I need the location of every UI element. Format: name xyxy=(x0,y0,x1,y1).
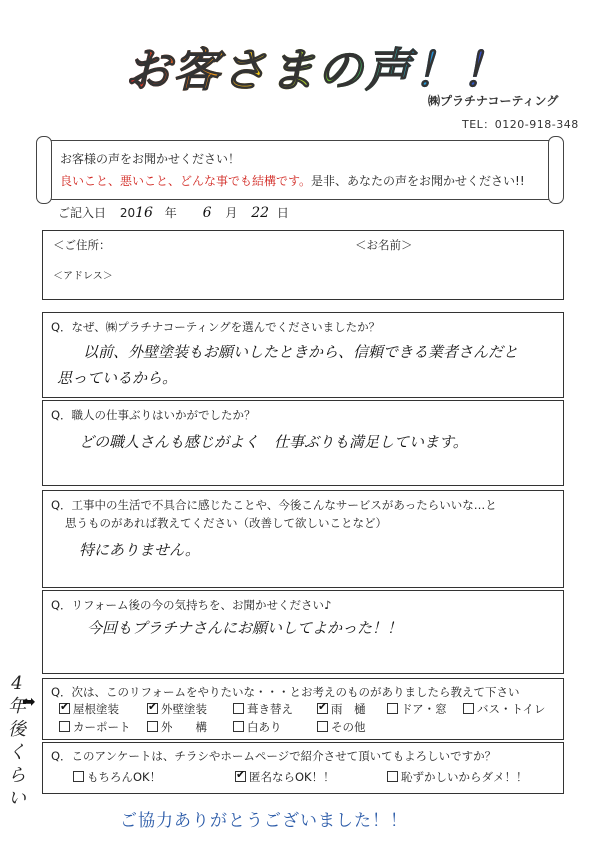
page-title: お客さまの声！！ xyxy=(125,40,545,100)
question-feelings xyxy=(42,590,564,674)
option-checkbox[interactable] xyxy=(317,719,366,735)
banner-line-2 xyxy=(60,172,525,189)
answer-line-2: 思っているから。 xyxy=(57,369,178,387)
company-name: ㈱プラチナコーティング xyxy=(428,94,559,108)
option-label: カーポート xyxy=(73,720,131,734)
option-label: 屋根塗装 xyxy=(73,702,119,716)
answer-line-1: どの職人さんも感じがよく 仕事ぶりも満足しています。 xyxy=(79,433,468,451)
option-checkbox[interactable] xyxy=(73,769,161,785)
option-checkbox[interactable] xyxy=(147,701,207,717)
side-note-text: 4年後くらい xyxy=(8,673,26,809)
date-day-value: 22 xyxy=(251,205,270,221)
question-text: Q．リフォーム後の今の気持ちを、お聞かせください♪ xyxy=(51,598,332,612)
checkbox-icon[interactable] xyxy=(233,721,244,732)
address-label: ＜ご住所： xyxy=(53,238,111,252)
thank-you-footer: ご協力ありがとうございました！！ xyxy=(120,811,408,831)
option-label: 外壁塗装 xyxy=(161,702,207,716)
checkbox-icon[interactable] xyxy=(463,703,474,714)
option-label: 恥ずかしいからダメ！！ xyxy=(401,770,528,784)
option-label: ドア・窓 xyxy=(401,702,447,716)
address-kana-label: ＜アドレス＞ xyxy=(53,271,113,282)
arrow-right-icon: ➡ xyxy=(22,692,36,711)
option-checkbox[interactable] xyxy=(387,701,447,717)
option-label: 葺き替え xyxy=(247,702,293,716)
date-year-value: 16 xyxy=(135,205,153,221)
checked-box-icon[interactable] xyxy=(317,703,328,714)
answer-line-1: 今回もプラチナさんにお願いしてよかった！！ xyxy=(87,619,403,637)
option-label: 外 構 xyxy=(161,720,207,734)
checkbox-icon[interactable] xyxy=(387,771,398,782)
entry-date xyxy=(58,204,289,221)
question-text: Q．なぜ、㈱プラチナコーティングを選んでくださいましたか？ xyxy=(51,320,381,334)
question-consent xyxy=(42,742,564,794)
question-text-line-2: 思うものがあれば教えてください（改善して欲しいことなど） xyxy=(65,516,387,530)
question-craftsman xyxy=(42,400,564,486)
option-checkbox[interactable] xyxy=(387,769,528,785)
option-label: 匿名ならOK！！ xyxy=(249,770,335,784)
banner-scroll-body xyxy=(46,140,554,200)
checkbox-icon[interactable] xyxy=(73,771,84,782)
option-checkbox[interactable] xyxy=(233,701,293,717)
option-label: もちろんOK！ xyxy=(87,770,162,784)
question-text: Q．工事中の生活で不具合に感じたことや、今後こんなサービスがあったらいいな…と xyxy=(51,498,497,512)
banner-line-2-black: 是非、あなたの声をお聞かせください!! xyxy=(311,174,525,188)
option-label: その他 xyxy=(331,720,366,734)
question-improvements xyxy=(42,490,564,588)
date-month-unit: 月 xyxy=(225,206,238,220)
option-label: バス・トイレ xyxy=(477,702,546,716)
option-label: 白あり xyxy=(247,720,282,734)
checked-box-icon[interactable] xyxy=(59,703,70,714)
option-checkbox[interactable] xyxy=(317,701,366,717)
scroll-roll-right-icon xyxy=(548,136,564,204)
option-label: 雨 樋 xyxy=(331,702,366,716)
checkbox-icon[interactable] xyxy=(317,721,328,732)
option-checkbox[interactable] xyxy=(59,719,131,735)
checked-box-icon[interactable] xyxy=(147,703,158,714)
checked-box-icon[interactable] xyxy=(235,771,246,782)
date-year-prefix: 20 xyxy=(119,206,136,220)
phone-number: TEL：0120-918-348 xyxy=(462,118,579,131)
checkbox-icon[interactable] xyxy=(387,703,398,714)
date-month-value: 6 xyxy=(202,205,212,221)
answer-line-1: 特にありません。 xyxy=(79,541,200,559)
option-checkbox[interactable] xyxy=(147,719,207,735)
question-text: Q．次は、このリフォームをやりたいな・・・とお考えのものがありましたら教えて下さい xyxy=(51,685,520,699)
address-name-box xyxy=(42,230,564,300)
question-next-reform xyxy=(42,678,564,740)
date-label: ご記入日 xyxy=(58,206,107,220)
checkbox-icon[interactable] xyxy=(59,721,70,732)
question-why-choose xyxy=(42,312,564,398)
question-text: Q．このアンケートは、チラシやホームページで紹介させて頂いてもよろしいですか？ xyxy=(51,749,497,763)
answer-line-1: 以前、外壁塗装もお願いしたときから、信頼できる業者さんだと xyxy=(83,343,519,361)
question-text: Q．職人の仕事ぶりはいかがでしたか？ xyxy=(51,408,256,422)
option-checkbox[interactable] xyxy=(233,719,282,735)
option-checkbox[interactable] xyxy=(59,701,119,717)
checkbox-icon[interactable] xyxy=(233,703,244,714)
scroll-roll-left-icon xyxy=(36,136,52,204)
intro-banner xyxy=(36,136,564,202)
option-checkbox[interactable] xyxy=(235,769,335,785)
name-label: ＜お名前＞ xyxy=(355,238,413,252)
option-checkbox[interactable] xyxy=(463,701,545,717)
date-year-unit: 年 xyxy=(164,206,177,220)
date-day-unit: 日 xyxy=(276,206,289,220)
banner-line-2-red: 良いこと、悪いこと、どんな事でも結構です。 xyxy=(60,174,312,188)
checkbox-icon[interactable] xyxy=(147,721,158,732)
banner-line-1: お客様の声をお聞かせください！ xyxy=(60,152,241,166)
